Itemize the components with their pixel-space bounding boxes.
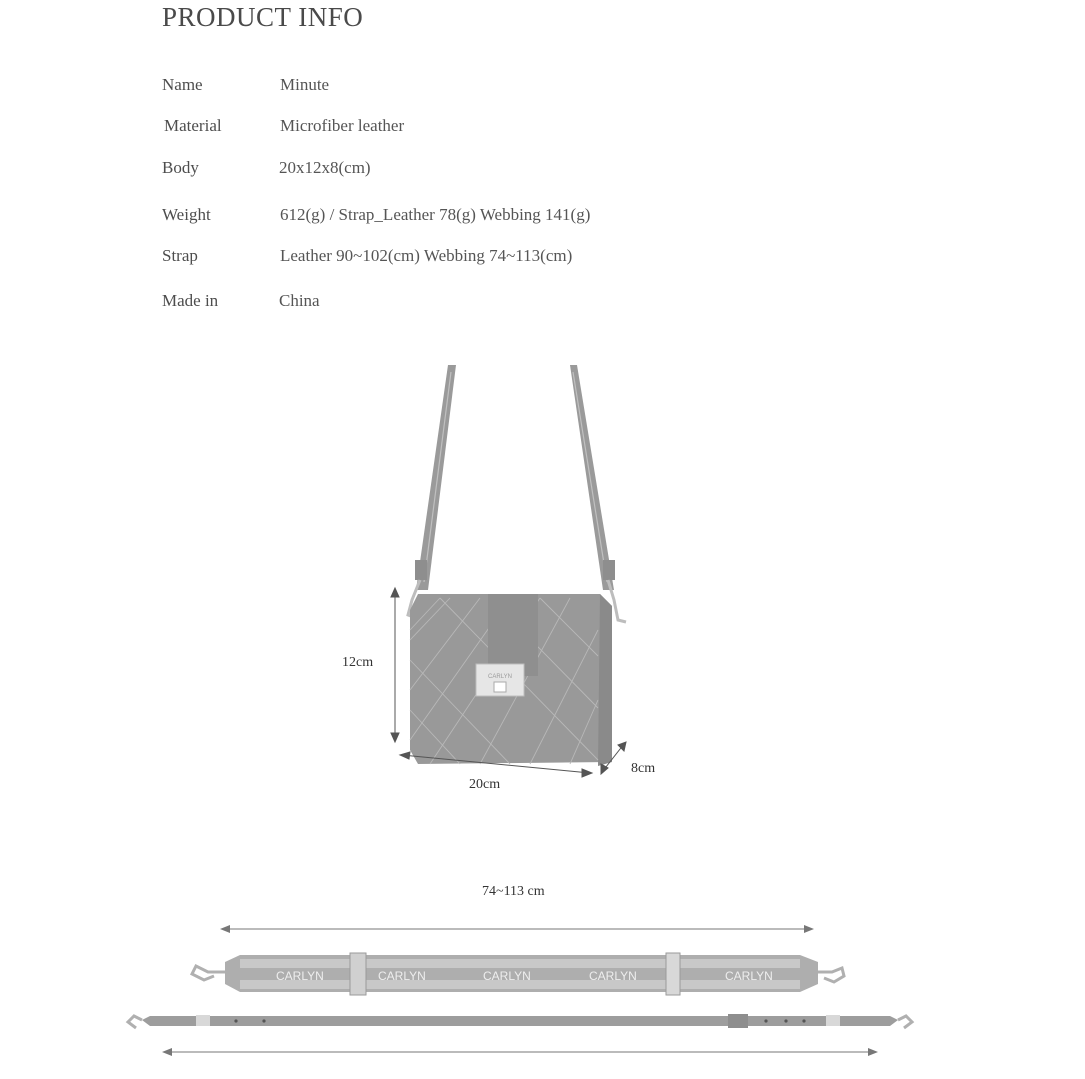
spec-value-name: Minute	[280, 75, 330, 94]
webbing-brand-text-5: CARLYN	[725, 969, 773, 983]
spec-label-material: Material	[164, 116, 222, 135]
spec-value-body: 20x12x8(cm)	[279, 158, 371, 177]
bag-logo-text: CARLYN	[488, 674, 512, 680]
spec-value-made-in: China	[279, 291, 320, 310]
spec-label-name: Name	[162, 75, 203, 94]
spec-label-body: Body	[162, 158, 199, 177]
webbing-strap	[192, 925, 844, 995]
page-title: PRODUCT INFO	[162, 2, 364, 32]
spec-label-strap: Strap	[162, 246, 198, 265]
bag-depth-label: 8cm	[631, 761, 656, 776]
webbing-brand-text-2: CARLYN	[378, 969, 426, 983]
spec-label-weight: Weight	[162, 205, 211, 224]
bag-body	[410, 594, 612, 766]
webbing-length-label: 74~113 cm	[482, 884, 545, 899]
webbing-brand-text-4: CARLYN	[589, 969, 637, 983]
spec-value-weight: 612(g) / Strap_Leather 78(g) Webbing 141(g)	[280, 205, 591, 224]
spec-value-strap: Leather 90~102(cm) Webbing 74~113(cm)	[280, 246, 573, 265]
webbing-brand-text-1: CARLYN	[276, 969, 324, 983]
spec-label-made-in: Made in	[162, 291, 219, 310]
leather-strap	[128, 1014, 912, 1056]
spec-value-material: Microfiber leather	[280, 116, 405, 135]
bag-width-label: 20cm	[469, 777, 501, 792]
shoulder-strap	[415, 365, 615, 590]
bag-height-label: 12cm	[342, 655, 374, 670]
webbing-brand-text-3: CARLYN	[483, 969, 531, 983]
